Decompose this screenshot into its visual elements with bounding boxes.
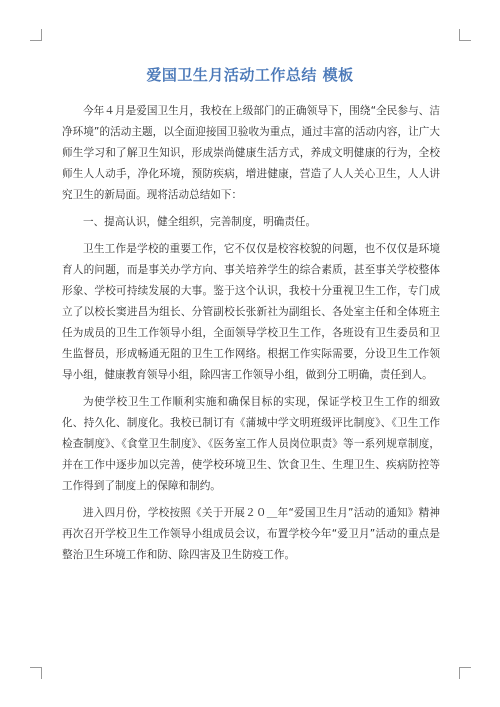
paragraph-april-plan: 进入四月份，学校按照《关于开展２０＿年“爱国卫生月”活动的通知》精神再次召开学校卫生工作领导小组成员会议，布置学校今年“爱卫月”活动的重点是整治卫生环境工作和防、除四害及卫生防疫工作。 xyxy=(62,507,440,561)
paragraph-intro: 今年４月是爱国卫生月，我校在上级部门的正确领导下，围绕“全民参与、洁净环境”的活动主题，以全面迎接国卫验收为重点，通过丰富的活动内容，让广大师生学习和了解卫生知识，形成崇尚健康生活方式，养成文明健康的行为，全校师生人人动手，净化环境，预防疾病，增进健康，营造了人人关心卫生，人人讲究卫生的新局面。现将活动总结如下： xyxy=(62,105,440,201)
crop-mark-top-right xyxy=(459,29,471,41)
document-title: 爱国卫生月活动工作总结 模板 xyxy=(146,66,354,84)
crop-mark-bottom-right xyxy=(459,667,471,679)
crop-mark-bottom-left xyxy=(30,667,42,679)
crop-mark-top-left xyxy=(30,29,42,41)
paragraph-section-heading: 一、提高认识，健全组织，完善制度，明确责任。 xyxy=(83,216,317,228)
paragraph-regulations: 为使学校卫生工作顺利实施和确保目标的实现，保证学校卫生工作的细致化、持久化、制度化。我校已制订有《蒲城中学文明班级评比制度》、《卫生工作检查制度》、《食堂卫生制度》、《医务室工作人员岗位职责》等一系列规章制度，并在工作中逐步加以完善，使学校环境卫生、饮食卫生、生理卫生、疾病防控等工作得到了制度上的保障和制约。 xyxy=(62,396,440,492)
paragraph-organization: 卫生工作是学校的重要工作，它不仅仅是校容校貌的问题，也不仅仅是环境育人的问题，而是事关办学方向、事关培养学生的综合素质，甚至事关学校整体形象、学校可持续发展的大事。鉴于这个认识，我校十分重视卫生工作，专门成立了以校长窦进昌为组长、分管副校长张新社为副组长、各处室主任和全体班主任为成员的卫生工作领导小组，全面领导学校卫生工作，各班设有卫生委员和卫生监督员，形成畅通无阻的卫生工作网络。根据工作实际需要，分设卫生工作领导小组，健康教育领导小组，除四害工作领导小组，做到分工明确，责任到人。 xyxy=(62,243,440,381)
document-body xyxy=(62,101,440,572)
